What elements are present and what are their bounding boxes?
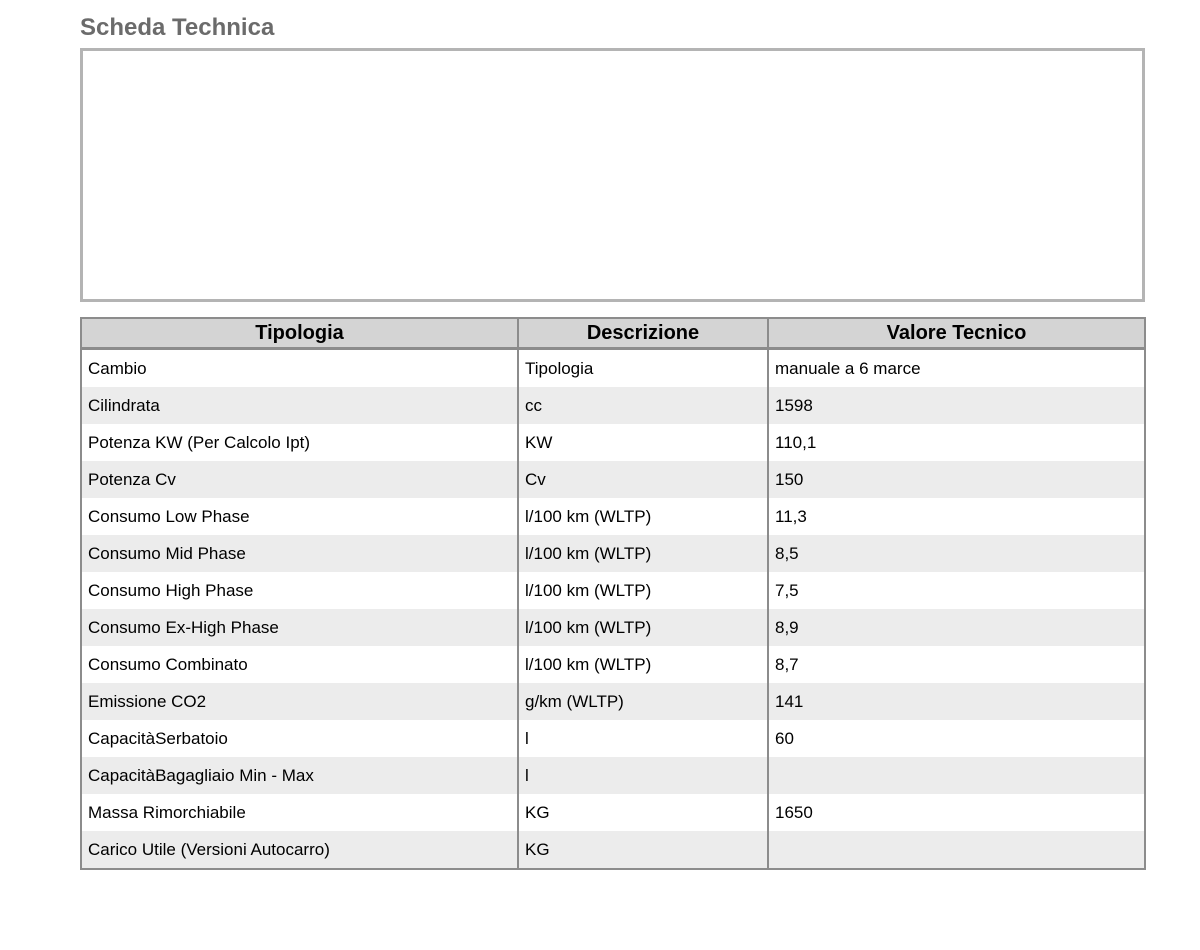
cell-tipologia: Consumo Low Phase [81, 498, 518, 535]
table-row [81, 683, 1145, 720]
table-row [81, 535, 1145, 572]
cell-descrizione: cc [518, 387, 768, 424]
header-valore-tecnico: Valore Tecnico [768, 318, 1145, 349]
spec-table [80, 317, 1146, 870]
header-tipologia: Tipologia [81, 318, 518, 349]
table-row [81, 609, 1145, 646]
table-row [81, 720, 1145, 757]
cell-descrizione: l/100 km (WLTP) [518, 572, 768, 609]
cell-valore-tecnico: 60 [768, 720, 1145, 757]
cell-valore-tecnico: 7,5 [768, 572, 1145, 609]
cell-descrizione: KG [518, 831, 768, 869]
cell-tipologia: Potenza Cv [81, 461, 518, 498]
cell-descrizione: Tipologia [518, 349, 768, 388]
header-descrizione: Descrizione [518, 318, 768, 349]
page-title: Scheda Technica [80, 14, 275, 41]
cell-valore-tecnico [768, 757, 1145, 794]
cell-tipologia: CapacitàSerbatoio [81, 720, 518, 757]
cell-tipologia: Massa Rimorchiabile [81, 794, 518, 831]
table-row [81, 349, 1145, 388]
vehicle-image-placeholder [80, 48, 1145, 302]
cell-valore-tecnico [768, 831, 1145, 869]
table-row [81, 831, 1145, 869]
header-row [81, 318, 1145, 349]
cell-tipologia: Emissione CO2 [81, 683, 518, 720]
cell-descrizione: l/100 km (WLTP) [518, 498, 768, 535]
table-row [81, 794, 1145, 831]
cell-descrizione: l/100 km (WLTP) [518, 609, 768, 646]
spec-table-header [81, 318, 1145, 349]
cell-descrizione: l/100 km (WLTP) [518, 646, 768, 683]
cell-valore-tecnico: 11,3 [768, 498, 1145, 535]
cell-descrizione: l/100 km (WLTP) [518, 535, 768, 572]
table-row [81, 498, 1145, 535]
cell-tipologia: Carico Utile (Versioni Autocarro) [81, 831, 518, 869]
cell-valore-tecnico: 8,5 [768, 535, 1145, 572]
cell-descrizione: l [518, 757, 768, 794]
cell-tipologia: CapacitàBagagliaio Min - Max [81, 757, 518, 794]
cell-tipologia: Potenza KW (Per Calcolo Ipt) [81, 424, 518, 461]
cell-descrizione: KW [518, 424, 768, 461]
table-row [81, 757, 1145, 794]
cell-valore-tecnico: 150 [768, 461, 1145, 498]
table-row [81, 461, 1145, 498]
cell-valore-tecnico: 110,1 [768, 424, 1145, 461]
table-row [81, 424, 1145, 461]
spec-table-body [81, 349, 1145, 870]
cell-tipologia: Cilindrata [81, 387, 518, 424]
cell-valore-tecnico: 141 [768, 683, 1145, 720]
table-row [81, 572, 1145, 609]
cell-descrizione: l [518, 720, 768, 757]
cell-tipologia: Consumo Ex-High Phase [81, 609, 518, 646]
table-row [81, 387, 1145, 424]
cell-valore-tecnico: 8,7 [768, 646, 1145, 683]
cell-tipologia: Consumo High Phase [81, 572, 518, 609]
table-row [81, 646, 1145, 683]
cell-tipologia: Cambio [81, 349, 518, 388]
cell-valore-tecnico: 8,9 [768, 609, 1145, 646]
cell-tipologia: Consumo Mid Phase [81, 535, 518, 572]
cell-descrizione: Cv [518, 461, 768, 498]
cell-descrizione: g/km (WLTP) [518, 683, 768, 720]
cell-valore-tecnico: 1598 [768, 387, 1145, 424]
cell-tipologia: Consumo Combinato [81, 646, 518, 683]
cell-descrizione: KG [518, 794, 768, 831]
cell-valore-tecnico: 1650 [768, 794, 1145, 831]
cell-valore-tecnico: manuale a 6 marce [768, 349, 1145, 388]
